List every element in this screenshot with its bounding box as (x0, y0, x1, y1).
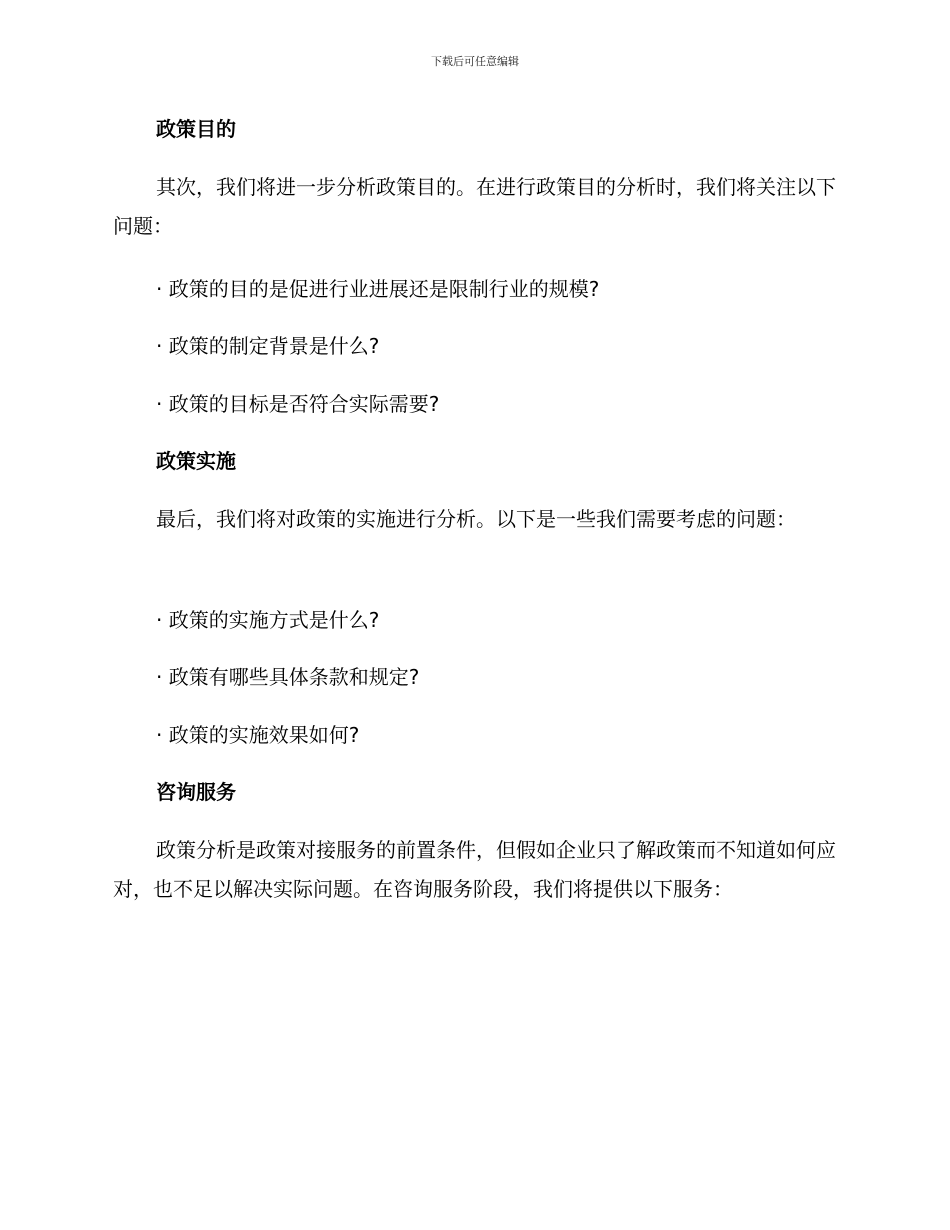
bullet-item: · 政策有哪些具体条款和规定? (156, 665, 420, 689)
paragraph-policy-implementation-intro: 最后，我们将对政策的实施进行分析。以下是一些我们需要考虑的问题： (156, 507, 796, 531)
page-header: 下载后可任意编辑 (431, 55, 519, 68)
section-heading-policy-implementation: 政策实施 (156, 449, 236, 473)
bullet-item: · 政策的实施方式是什么? (156, 608, 380, 632)
bullet-item: · 政策的制定背景是什么? (156, 334, 380, 358)
bullet-item: · 政策的目标是否符合实际需要? (156, 392, 440, 416)
bullet-item: · 政策的实施效果如何? (156, 723, 360, 747)
section-heading-consulting-services: 咨询服务 (156, 780, 236, 804)
paragraph-policy-purpose-intro: 其次，我们将进一步分析政策目的。在进行政策目的分析时，我们将关注以下问题： (113, 175, 836, 238)
paragraph-consulting-services-intro: 政策分析是政策对接服务的前置条件，但假如企业只了解政策而不知道如何应对，也不足以解决实际问题。在咨询服务阶段，我们将提供以下服务： (113, 838, 836, 901)
bullet-item: · 政策的目的是促进行业进展还是限制行业的规模? (156, 277, 600, 301)
section-heading-policy-purpose: 政策目的 (156, 117, 236, 141)
